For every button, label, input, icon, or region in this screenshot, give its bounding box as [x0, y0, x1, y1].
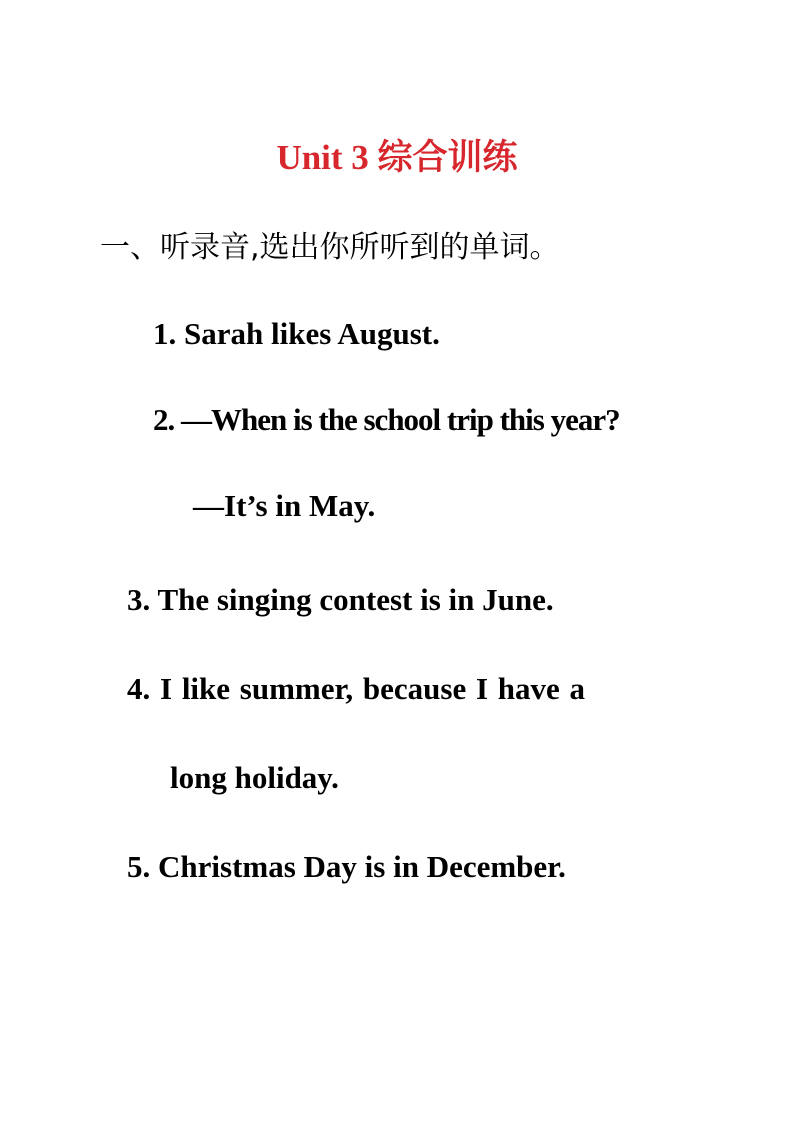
section-heading: 一、听录音,选出你所听到的单词。	[100, 230, 560, 265]
item-4-line-1: 4. I like summer, because I have a	[127, 671, 586, 706]
item-3-line-1: 3. The singing contest is in June.	[127, 582, 554, 617]
item-2-line-2: —It’s in May.	[193, 488, 376, 523]
item-2-line-1: 2. —When is the school trip this year?	[153, 402, 620, 437]
item-5-line-1: 5. Christmas Day is in December.	[127, 849, 566, 884]
page-title: Unit 3 综合训练	[276, 138, 518, 177]
item-4-line-2: long holiday.	[170, 760, 339, 795]
item-1-line-1: 1. Sarah likes August.	[153, 316, 440, 351]
